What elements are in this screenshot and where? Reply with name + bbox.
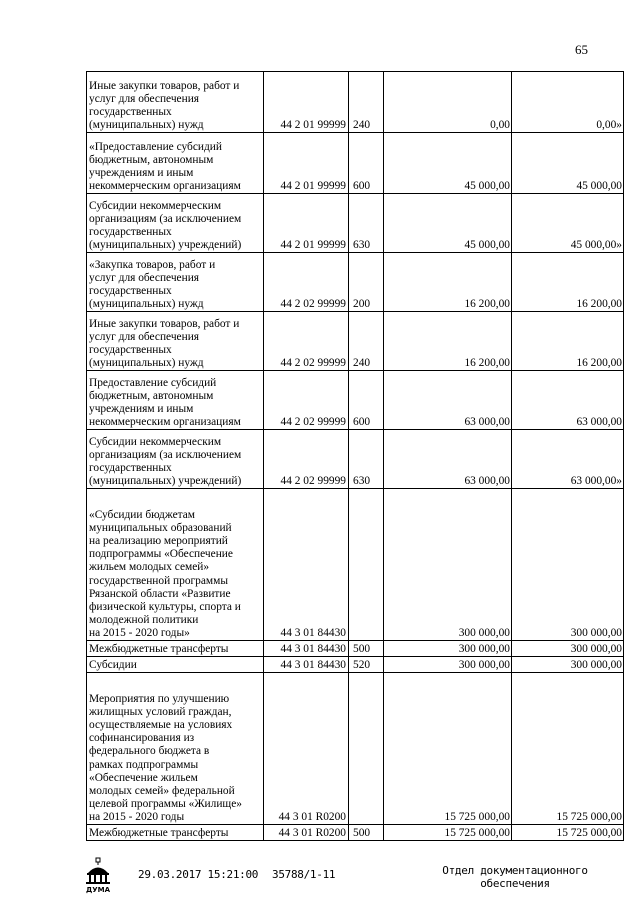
row-sum-2: 0,00» [512,72,624,133]
row-code: 44 3 01 R0200 [264,825,349,841]
row-sum-2: 63 000,00 [512,371,624,430]
row-code: 44 2 02 99999 [264,430,349,489]
row-type: 240 [349,312,384,371]
table-row [87,825,624,841]
row-code: 44 2 02 99999 [264,371,349,430]
row-name: Межбюджетные трансферты [87,825,264,841]
footer-timestamp: 29.03.2017 15:21:00 [138,868,259,881]
row-code: 44 3 01 84430 [264,489,349,641]
row-sum-2: 300 000,00 [512,641,624,657]
row-type [349,489,384,641]
row-type: 200 [349,253,384,312]
table-row [87,371,624,430]
row-sum-1: 300 000,00 [384,489,512,641]
table-row [87,641,624,657]
duma-logo [82,856,114,894]
row-sum-1: 45 000,00 [384,133,512,194]
row-type: 600 [349,371,384,430]
budget-table [86,71,624,841]
table-row [87,430,624,489]
department-line-2: обеспечения [480,877,550,890]
row-sum-1: 16 200,00 [384,253,512,312]
row-sum-2: 15 725 000,00 [512,673,624,825]
row-code: 44 3 01 84430 [264,641,349,657]
row-sum-1: 300 000,00 [384,641,512,657]
logo-text: ДУМА [85,886,111,894]
row-name: Межбюджетные трансферты [87,641,264,657]
row-sum-2: 45 000,00» [512,194,624,253]
row-code: 44 2 02 99999 [264,312,349,371]
row-sum-1: 63 000,00 [384,371,512,430]
row-code: 44 3 01 R0200 [264,673,349,825]
row-sum-2: 300 000,00 [512,489,624,641]
row-type: 630 [349,194,384,253]
department-line-1: Отдел документационного [442,864,588,877]
row-sum-1: 16 200,00 [384,312,512,371]
row-type: 240 [349,72,384,133]
footer-doc-code: 35788/1-11 [272,868,336,881]
row-name: Иные закупки товаров, работ и услуг для обеспечения государственных (муниципальных) нужд [87,312,264,371]
row-type [349,673,384,825]
document-footer [0,860,640,900]
row-name: Субсидии некоммерческим организациям (за исключением государственных (муниципальных) учреждений) [87,430,264,489]
row-name: «Субсидии бюджетам муниципальных образований на реализацию мероприятий подпрограммы «Обеспечение жильем молодых семей» государственной программы Рязанской области «Развитие физической культуры, спорта и молодежной политики на 2015 - 2020 годы» [87,489,264,641]
row-sum-1: 63 000,00 [384,430,512,489]
row-name: Иные закупки товаров, работ и услуг для обеспечения государственных (муниципальных) нужд [87,72,264,133]
row-name: Мероприятия по улучшению жилищных условий граждан, осуществляемые на условиях софинансирования из федерального бюджета в рамках подпрограммы «Обеспечение жильем молодых семей» федеральной целевой программы «Жилище» на 2015 - 2020 годы [87,673,264,825]
table-row [87,133,624,194]
row-sum-1: 15 725 000,00 [384,825,512,841]
row-type: 500 [349,825,384,841]
row-sum-1: 300 000,00 [384,657,512,673]
row-code: 44 2 01 99999 [264,72,349,133]
row-sum-2: 16 200,00 [512,253,624,312]
table-row [87,194,624,253]
table-row [87,673,624,825]
row-name: Предоставление субсидий бюджетным, автономным учреждениям и иным некоммерческим организациям [87,371,264,430]
row-type: 500 [349,641,384,657]
row-type: 600 [349,133,384,194]
table-row [87,657,624,673]
table-row [87,489,624,641]
table-row [87,253,624,312]
row-code: 44 3 01 84430 [264,657,349,673]
page-number: 65 [575,42,588,57]
row-sum-1: 15 725 000,00 [384,673,512,825]
row-code: 44 2 01 99999 [264,194,349,253]
footer-department [430,864,600,890]
row-code: 44 2 02 99999 [264,253,349,312]
row-name: «Закупка товаров, работ и услуг для обеспечения государственных (муниципальных) нужд [87,253,264,312]
row-sum-1: 0,00 [384,72,512,133]
duma-emblem-icon [82,856,114,894]
row-sum-1: 45 000,00 [384,194,512,253]
table-row [87,72,624,133]
row-sum-2: 45 000,00 [512,133,624,194]
row-sum-2: 63 000,00» [512,430,624,489]
row-type: 520 [349,657,384,673]
table-row [87,312,624,371]
row-sum-2: 300 000,00 [512,657,624,673]
row-type: 630 [349,430,384,489]
row-code: 44 2 01 99999 [264,133,349,194]
row-name: Субсидии [87,657,264,673]
row-sum-2: 16 200,00 [512,312,624,371]
row-name: «Предоставление субсидий бюджетным, автономным учреждениям и иным некоммерческим организациям [87,133,264,194]
row-sum-2: 15 725 000,00 [512,825,624,841]
row-name: Субсидии некоммерческим организациям (за исключением государственных (муниципальных) учреждений) [87,194,264,253]
